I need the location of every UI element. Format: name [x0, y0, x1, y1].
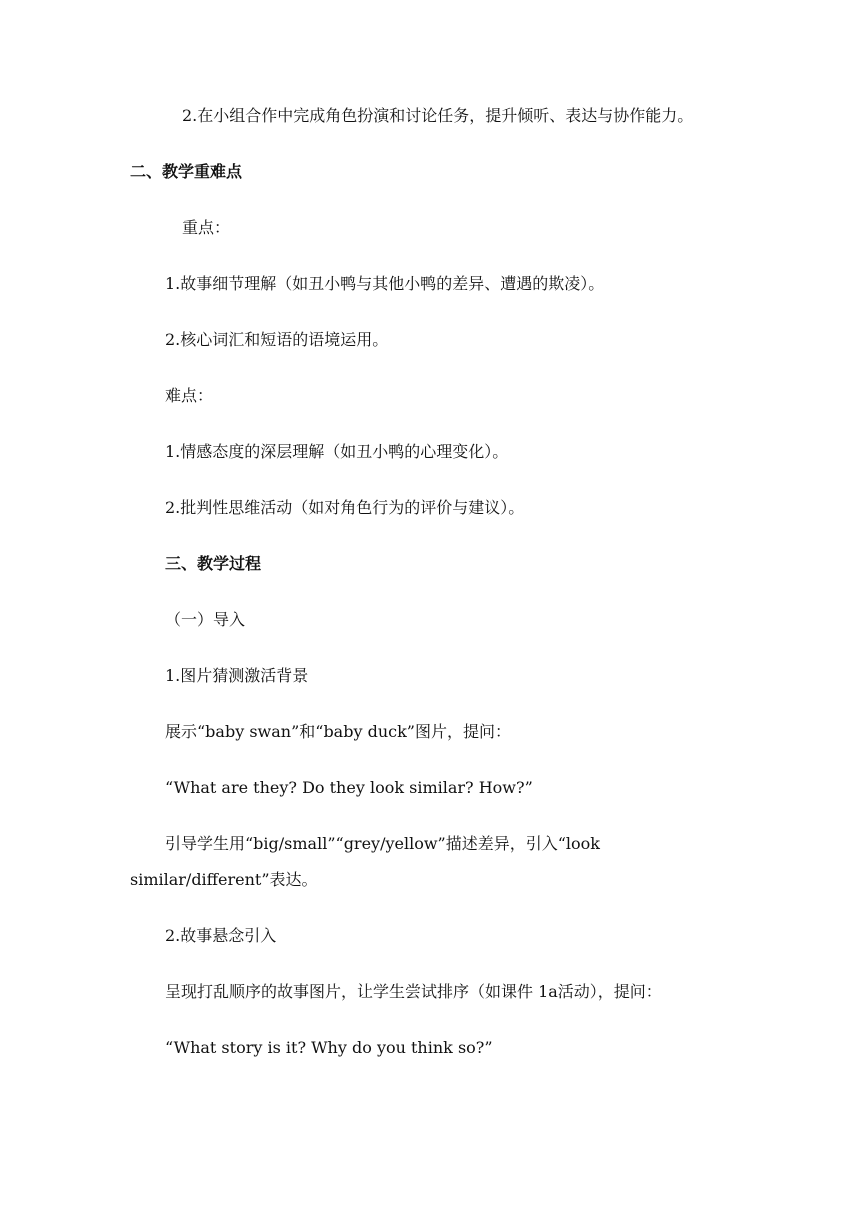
step-1-text-2-part-2: similar/different”表达。 [130, 870, 318, 889]
step-1-title: 1.图片猜测激活背景 [165, 666, 309, 685]
difficult-point-1: 1.情感态度的深层理解（如丑小鸭的心理变化）。 [165, 442, 509, 461]
goal-2-text: 2.在小组合作中完成角色扮演和讨论任务，提升倾听、表达与协作能力。 [182, 106, 694, 125]
step-2-title: 2.故事悬念引入 [165, 926, 277, 945]
key-point-1: 1.故事细节理解（如丑小鸭与其他小鸭的差异、遭遇的欺凌）。 [165, 274, 605, 293]
step-1-text-1: 展示“baby swan”和“baby duck”图片，提问： [165, 722, 511, 741]
step-1-question: “What are they? Do they look similar? How?” [165, 778, 533, 797]
key-points-label: 重点： [182, 218, 231, 237]
section-3-heading: 三、教学过程 [165, 554, 262, 573]
step-2-text: 呈现打乱顺序的故事图片，让学生尝试排序（如课件 1a活动），提问： [165, 982, 662, 1001]
section-2-heading: 二、教学重难点 [130, 162, 243, 181]
step-2-question: “What story is it? Why do you think so?” [165, 1038, 493, 1057]
key-point-2: 2.核心词汇和短语的语境运用。 [165, 330, 389, 349]
step-1-text-2-part-1: 引导学生用“big/small”“grey/yellow”描述差异，引入“look [165, 834, 600, 853]
difficult-points-label: 难点： [165, 386, 214, 405]
difficult-point-2: 2.批判性思维活动（如对角色行为的评价与建议）。 [165, 498, 525, 517]
subsection-1-heading: （一）导入 [165, 610, 246, 629]
